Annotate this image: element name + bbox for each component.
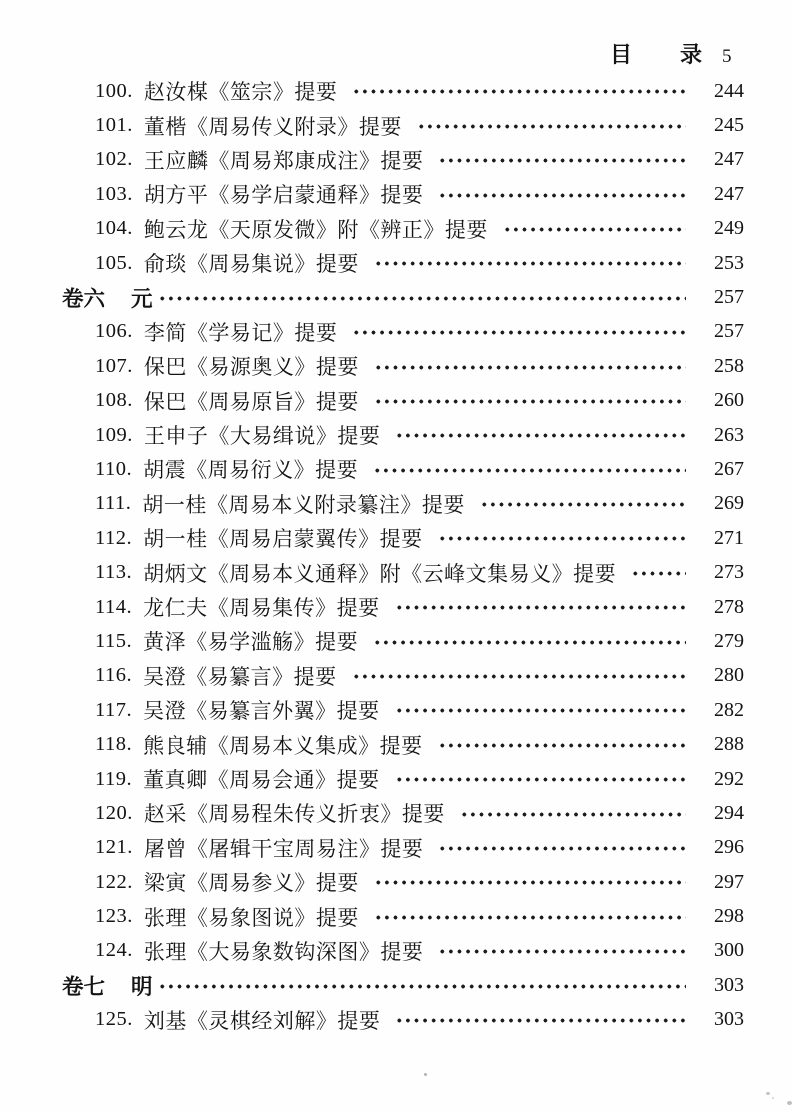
toc-entry-number: 116. [95,664,133,687]
toc-entry-title: 胡炳文《周易本义通释》附《云峰文集易义》提要 [143,561,617,586]
toc-entry-row [62,693,744,727]
toc-entry-page-number: 288 [714,733,744,756]
dot-leader [438,143,686,177]
toc-entry-row [62,934,744,968]
toc-entry-row [62,796,744,830]
toc-entry-number: 105. [95,251,133,274]
dot-leader [395,418,686,452]
toc-entry-title: 李简《学易记》提要 [143,320,338,345]
toc-entry-row [62,899,744,933]
toc-entry-number: 117. [95,698,133,721]
dot-leader [374,899,686,933]
dot-leader [158,968,686,1002]
toc-entry-page-number: 258 [714,354,744,377]
dot-leader [438,934,686,968]
toc-entry-title: 熊良辅《周易本义集成》提要 [143,733,423,758]
toc-entry-page-number: 279 [714,629,744,652]
toc-section-row [62,968,744,1002]
toc-entry-number: 113. [95,561,133,584]
toc-entry-page-number: 298 [714,905,744,928]
dot-leader [438,727,686,761]
toc-entry-title: 胡一桂《周易本义附录纂注》提要 [142,492,465,517]
running-head-title-char-2: 录 [680,42,703,67]
toc-entry-row [62,143,744,177]
toc-entry-row [62,831,744,865]
toc-entry-page-number: 296 [714,836,744,859]
toc-entry-page-number: 297 [714,870,744,893]
toc-entry-page-number: 294 [714,801,744,824]
toc-entry-page-number: 273 [714,561,744,584]
toc-entry-title: 吴澄《易纂言》提要 [143,664,337,689]
toc-entry-row [62,452,744,486]
dot-leader [438,831,686,865]
toc-entry-number: 102. [95,148,133,171]
toc-section-page-number: 257 [714,286,744,309]
toc-entry-row [62,315,744,349]
dot-leader [373,452,686,486]
toc-entry-row [62,865,744,899]
toc-entry-row [62,624,744,658]
toc-entry-row [62,74,744,108]
toc-entry-row [62,521,744,555]
toc-section-label: 卷七 [62,974,106,999]
toc-entry-number: 124. [95,939,133,962]
toc-entry-title: 梁寅《周易参义》提要 [143,871,359,896]
toc-entry-title: 张理《大易象数钩深图》提要 [143,939,424,964]
scan-speck [424,1073,427,1076]
toc-entry-title: 俞琰《周易集说》提要 [143,252,359,277]
toc-section-label: 卷六 [62,287,106,312]
toc-entry-title: 胡一桂《周易启蒙翼传》提要 [143,527,423,552]
scan-speck [787,1101,792,1105]
toc-entry-number: 120. [95,801,133,824]
toc-entry-page-number: 269 [714,492,744,515]
toc-entry-number: 118. [95,733,133,756]
toc-entry-row [62,555,744,589]
toc-entry-row [62,418,744,452]
toc-list [62,74,744,1037]
dot-leader [395,693,686,727]
toc-entry-number: 104. [95,217,133,240]
toc-entry-title: 屠曾《屠辑干宝周易注》提要 [143,836,424,861]
toc-entry-title: 赵汝楳《筮宗》提要 [143,80,338,105]
toc-entry-number: 123. [95,905,133,928]
dot-leader [374,246,686,280]
toc-entry-number: 108. [95,389,133,412]
toc-entry-title: 黄泽《易学滥觞》提要 [143,630,359,655]
toc-entry-title: 保巴《周易原旨》提要 [143,389,359,414]
dot-leader [352,659,686,693]
dot-leader [503,212,686,246]
toc-entry-page-number: 278 [714,595,744,618]
toc-entry-row [62,762,744,796]
dot-leader [352,74,686,108]
scan-speck [772,1097,774,1099]
toc-entry-row [62,590,744,624]
dot-leader [395,762,686,796]
toc-entry-row [62,384,744,418]
toc-entry-page-number: 271 [714,526,744,549]
toc-entry-number: 121. [95,836,133,859]
toc-entry-row [62,659,744,693]
toc-entry-page-number: 263 [714,423,744,446]
toc-entry-number: 107. [95,354,133,377]
dot-leader [373,624,686,658]
toc-entry-page-number: 257 [714,320,744,343]
toc-entry-number: 122. [95,870,133,893]
toc-entry-row [62,487,744,521]
dot-leader [395,590,686,624]
toc-entry-title: 保巴《易源奥义》提要 [143,355,359,380]
dot-leader [631,555,686,589]
dot-leader [480,487,686,521]
dot-leader [460,796,686,830]
toc-entry-page-number: 292 [714,767,744,790]
toc-entry-number: 111. [95,492,132,515]
toc-entry-number: 114. [95,595,133,618]
toc-entry-row [62,212,744,246]
toc-entry-number: 100. [95,79,133,102]
toc-entry-page-number: 244 [714,79,744,102]
toc-entry-row [62,349,744,383]
toc-entry-page-number: 282 [714,698,744,721]
toc-entry-number: 109. [95,423,133,446]
toc-entry-page-number: 303 [714,1008,744,1031]
scan-speck [766,1092,770,1095]
running-head-title-char-1: 目 [610,42,633,67]
toc-entry-row [62,108,744,142]
toc-entry-page-number: 253 [714,251,744,274]
toc-entry-title: 胡方平《易学启蒙通释》提要 [143,183,424,208]
toc-entry-number: 119. [95,767,133,790]
toc-entry-page-number: 249 [714,217,744,240]
dot-leader [438,177,686,211]
toc-entry-title: 王应麟《周易郑康成注》提要 [143,148,424,173]
dot-leader [374,865,686,899]
dot-leader [352,315,686,349]
dot-leader [374,349,686,383]
toc-entry-number: 110. [95,457,133,480]
dot-leader [417,108,686,142]
toc-entry-title: 董真卿《周易会通》提要 [143,768,380,792]
toc-entry-number: 106. [95,320,133,343]
toc-entry-title: 龙仁夫《周易集传》提要 [143,596,380,621]
dot-leader [374,384,686,418]
toc-entry-page-number: 247 [714,182,744,205]
toc-entry-title: 王申子《大易缉说》提要 [143,424,381,449]
toc-entry-title: 董楷《周易传义附录》提要 [143,114,402,139]
running-head [610,38,732,69]
toc-entry-row [62,727,744,761]
toc-entry-row [62,1003,744,1037]
toc-entry-number: 101. [95,114,133,137]
toc-section-row [62,280,744,314]
toc-entry-title: 张理《易象图说》提要 [143,905,359,930]
dot-leader [395,1003,686,1037]
toc-entry-page-number: 267 [714,457,744,480]
toc-section-page-number: 303 [714,973,744,996]
toc-entry-title: 刘基《灵棋经刘解》提要 [143,1008,381,1033]
toc-entry-number: 125. [95,1008,133,1031]
toc-entry-page-number: 247 [714,148,744,171]
toc-entry-title: 胡震《周易衍义》提要 [143,458,359,483]
toc-entry-page-number: 245 [714,114,744,137]
dot-leader [438,521,686,555]
toc-entry-number: 115. [95,629,133,652]
toc-entry-number: 103. [95,182,133,205]
running-head-page-number: 5 [722,46,732,67]
dot-leader [158,280,686,314]
toc-entry-row [62,246,744,280]
toc-entry-title: 赵采《周易程朱传义折衷》提要 [143,802,445,827]
toc-section-era: 明 [131,974,153,999]
toc-entry-page-number: 260 [714,389,744,412]
toc-entry-page-number: 280 [714,664,744,687]
toc-entry-row [62,177,744,211]
toc-section-era: 元 [131,287,153,312]
toc-entry-page-number: 300 [714,939,744,962]
toc-entry-title: 鲍云龙《天原发微》附《辨正》提要 [143,217,488,242]
toc-entry-number: 112. [95,526,133,549]
toc-entry-title: 吴澄《易纂言外翼》提要 [143,699,380,724]
